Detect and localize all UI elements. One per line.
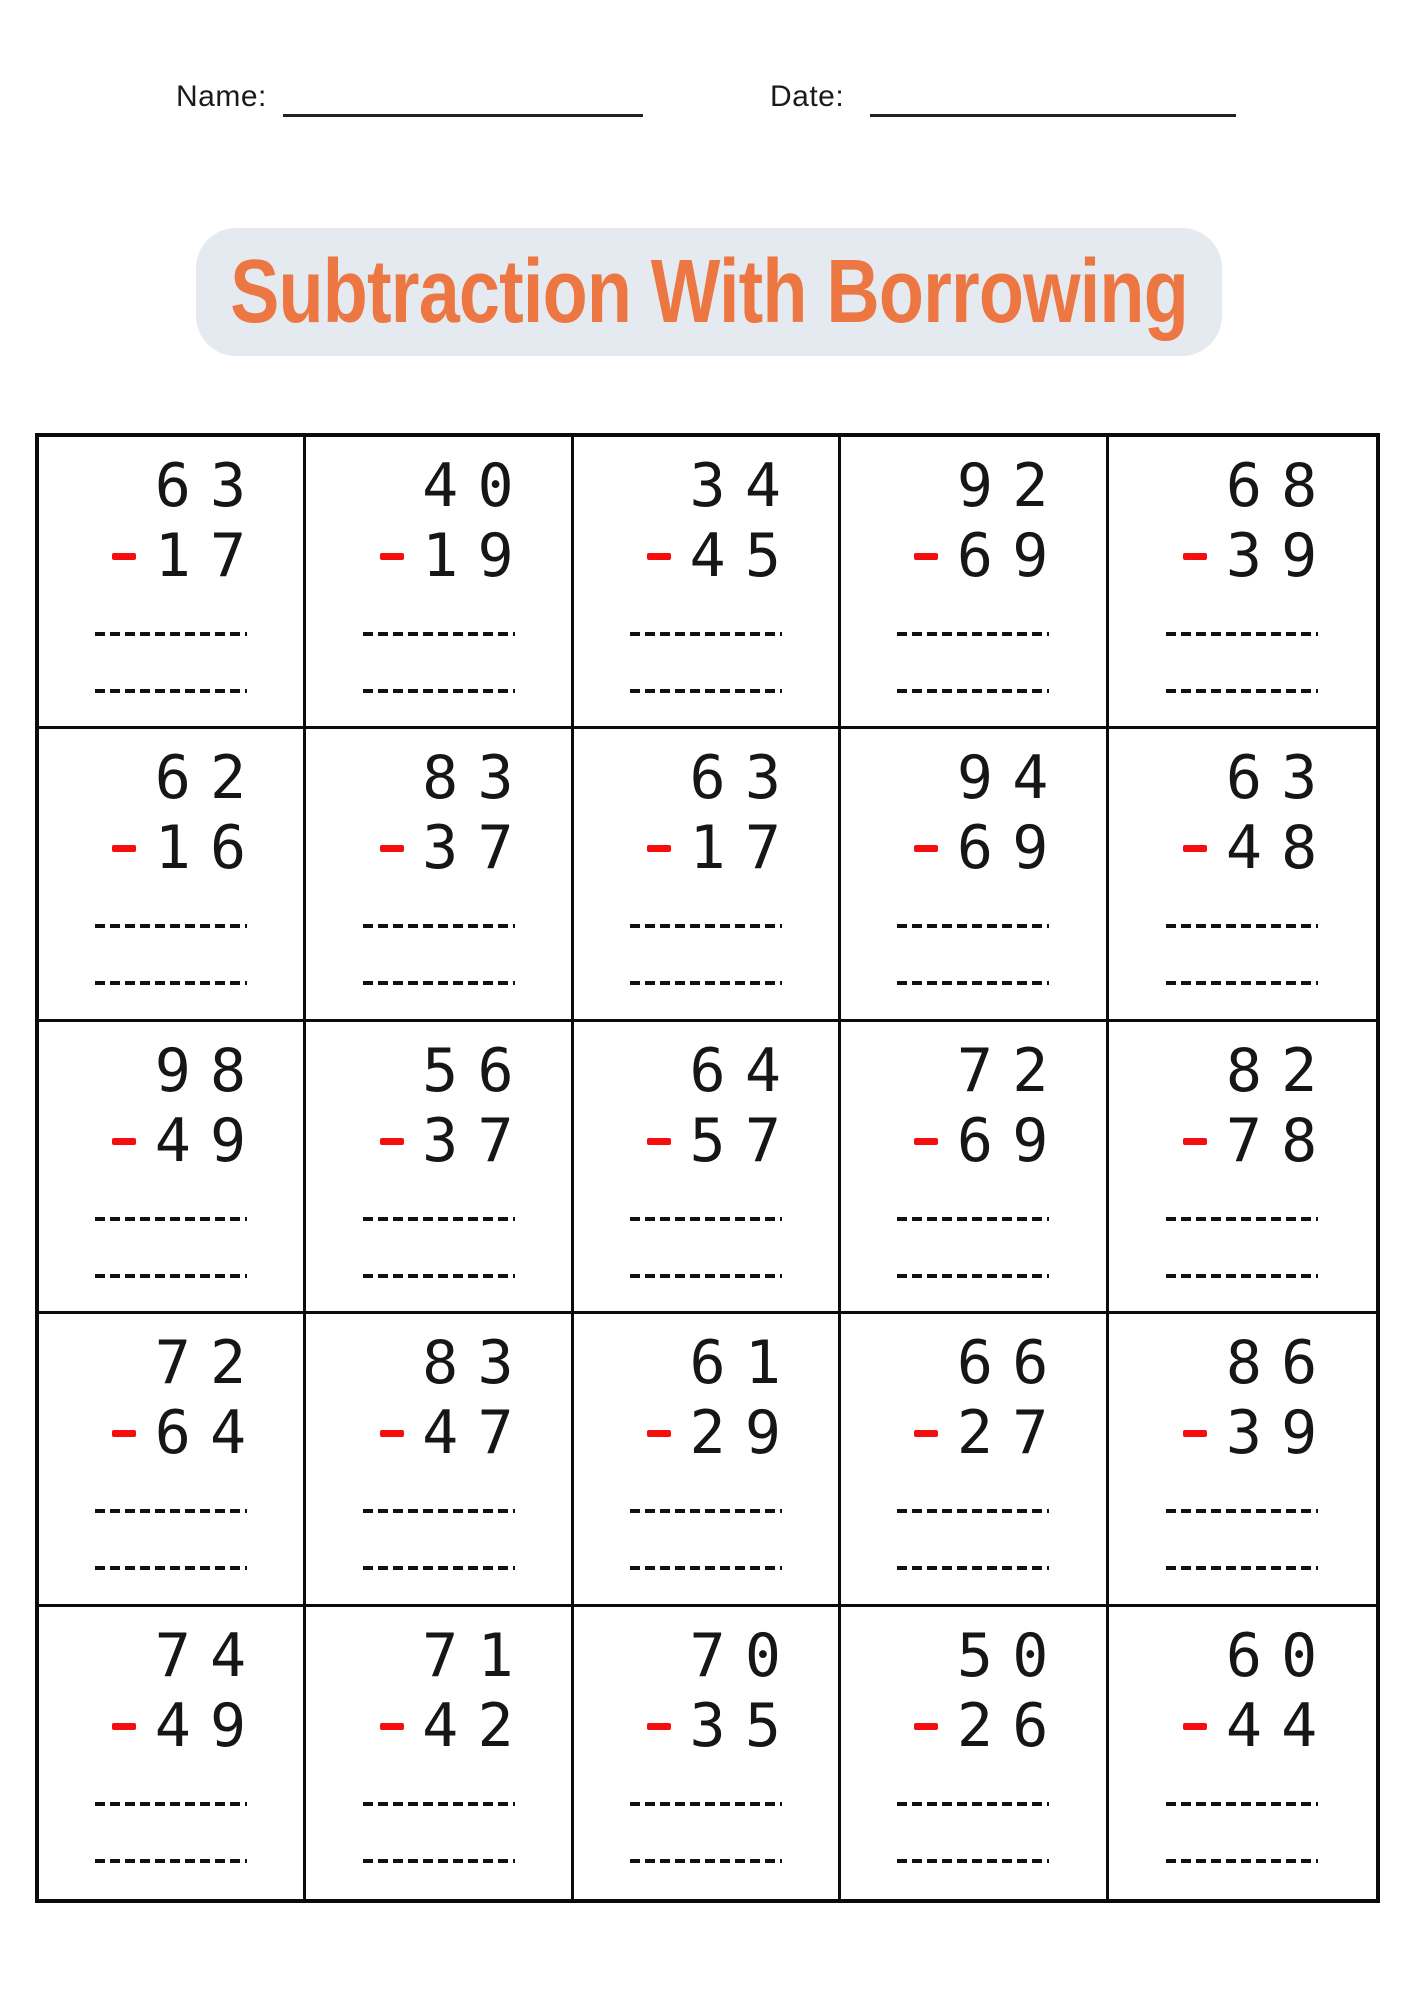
minus-sign	[112, 553, 136, 560]
subtrahend: 17	[689, 813, 801, 884]
subtrahend-row	[1167, 521, 1337, 591]
minus-sign	[112, 845, 136, 852]
problem-cell	[574, 1607, 841, 1899]
subtrahend: 35	[689, 1690, 801, 1761]
subtrahend-row	[364, 1690, 533, 1761]
answer-line-1	[363, 1802, 515, 1806]
subtrahend-row	[1167, 1398, 1337, 1469]
subtrahend-row	[898, 1105, 1068, 1176]
answer-line-1	[630, 632, 782, 636]
minuend-row	[96, 1035, 266, 1106]
minus-sign	[112, 1723, 136, 1730]
subtrahend: 29	[689, 1398, 801, 1469]
minus-sign	[914, 1723, 938, 1730]
minus-sign	[647, 1138, 671, 1145]
subtrahend-row	[898, 521, 1068, 591]
minuend-row	[1167, 451, 1337, 521]
answer-line-1	[897, 1802, 1049, 1806]
minuend: 98	[154, 1035, 266, 1106]
answer-line-2	[1166, 981, 1318, 985]
problem-cell	[306, 1314, 573, 1606]
answer-line-1	[1166, 1217, 1318, 1221]
answer-line-2	[630, 689, 782, 693]
minus-sign	[914, 845, 938, 852]
minuend-row	[631, 1328, 801, 1399]
minuend: 86	[1225, 1328, 1337, 1399]
minus-sign	[112, 1430, 136, 1437]
minuend-row	[1167, 1328, 1337, 1399]
minuend-row	[631, 1620, 801, 1691]
minus-sign	[647, 553, 671, 560]
minus-sign	[1183, 1138, 1207, 1145]
minuend: 72	[154, 1328, 266, 1399]
minus-sign	[647, 1430, 671, 1437]
subtrahend-row	[96, 521, 266, 591]
answer-line-2	[630, 1274, 782, 1278]
problems-grid	[35, 433, 1380, 1903]
minus-sign	[112, 1138, 136, 1145]
answer-line-1	[363, 1217, 515, 1221]
minuend-row	[631, 743, 801, 814]
minus-sign	[380, 1138, 404, 1145]
problem-cell	[841, 729, 1108, 1021]
minuend-row	[1167, 1035, 1337, 1106]
minus-sign	[380, 845, 404, 852]
answer-line-2	[1166, 1274, 1318, 1278]
problem-cell	[306, 437, 573, 729]
answer-line-2	[95, 689, 247, 693]
subtrahend: 78	[1225, 1105, 1337, 1176]
problem-cell	[39, 1022, 306, 1314]
answer-line-1	[363, 1509, 515, 1513]
minuend: 40	[422, 451, 533, 521]
answer-line-1	[1166, 1509, 1318, 1513]
subtrahend: 17	[154, 521, 266, 591]
name-label: Name:	[176, 80, 267, 113]
answer-line-1	[95, 632, 247, 636]
problem-cell	[306, 1022, 573, 1314]
answer-line-1	[897, 1509, 1049, 1513]
subtrahend: 47	[422, 1398, 533, 1469]
problem-cell	[1109, 1314, 1376, 1606]
subtrahend-row	[1167, 1690, 1337, 1761]
minuend: 83	[422, 743, 533, 814]
minuend: 70	[689, 1620, 801, 1691]
subtrahend-row	[364, 813, 533, 884]
subtrahend: 27	[956, 1398, 1068, 1469]
subtrahend-row	[96, 1690, 266, 1761]
minuend-row	[364, 1620, 533, 1691]
minuend-row	[1167, 1620, 1337, 1691]
minus-sign	[1183, 553, 1207, 560]
problem-cell	[1109, 437, 1376, 729]
minuend-row	[898, 1620, 1068, 1691]
answer-line-1	[1166, 1802, 1318, 1806]
minuend-row	[898, 451, 1068, 521]
subtrahend-row	[631, 1105, 801, 1176]
subtrahend: 69	[956, 521, 1068, 591]
minus-sign	[380, 1430, 404, 1437]
subtrahend: 39	[1225, 1398, 1337, 1469]
name-blank-line	[283, 114, 643, 117]
minuend: 62	[154, 743, 266, 814]
answer-line-2	[95, 1566, 247, 1570]
minuend: 56	[422, 1035, 533, 1106]
subtrahend: 64	[154, 1398, 266, 1469]
answer-line-2	[363, 1859, 515, 1863]
problem-cell	[1109, 1022, 1376, 1314]
answer-line-1	[630, 1217, 782, 1221]
subtrahend-row	[96, 1105, 266, 1176]
answer-line-2	[1166, 1566, 1318, 1570]
minuend-row	[364, 451, 533, 521]
minuend: 60	[1225, 1620, 1337, 1691]
answer-line-1	[1166, 924, 1318, 928]
subtrahend-row	[631, 1398, 801, 1469]
answer-line-2	[630, 1859, 782, 1863]
subtrahend-row	[898, 813, 1068, 884]
subtrahend-row	[364, 521, 533, 591]
minus-sign	[914, 553, 938, 560]
minuend: 94	[956, 743, 1068, 814]
answer-line-2	[363, 689, 515, 693]
minus-sign	[1183, 1430, 1207, 1437]
minuend: 72	[956, 1035, 1068, 1106]
subtrahend-row	[898, 1398, 1068, 1469]
minuend: 63	[154, 451, 266, 521]
answer-line-1	[630, 924, 782, 928]
answer-line-1	[95, 1509, 247, 1513]
minus-sign	[380, 1723, 404, 1730]
minuend-row	[631, 1035, 801, 1106]
problem-cell	[39, 1607, 306, 1899]
minus-sign	[914, 1430, 938, 1437]
subtrahend: 48	[1225, 813, 1337, 884]
problem-cell	[574, 437, 841, 729]
answer-line-1	[363, 924, 515, 928]
answer-line-2	[630, 981, 782, 985]
answer-line-1	[897, 1217, 1049, 1221]
title-banner	[196, 228, 1222, 356]
minuend-row	[898, 743, 1068, 814]
date-label: Date:	[770, 80, 845, 113]
answer-line-1	[630, 1509, 782, 1513]
subtrahend: 26	[956, 1690, 1068, 1761]
problem-cell	[1109, 729, 1376, 1021]
answer-line-2	[1166, 689, 1318, 693]
minuend-row	[96, 743, 266, 814]
problem-cell	[306, 1607, 573, 1899]
answer-line-1	[1166, 632, 1318, 636]
answer-line-2	[95, 1274, 247, 1278]
minuend-row	[898, 1035, 1068, 1106]
minuend: 50	[956, 1620, 1068, 1691]
minuend: 83	[422, 1328, 533, 1399]
subtrahend: 69	[956, 1105, 1068, 1176]
minus-sign	[914, 1138, 938, 1145]
answer-line-2	[363, 1274, 515, 1278]
answer-line-2	[95, 981, 247, 985]
minuend: 34	[689, 451, 801, 521]
minuend: 71	[422, 1620, 533, 1691]
subtrahend: 45	[689, 521, 801, 591]
subtrahend: 57	[689, 1105, 801, 1176]
minuend: 66	[956, 1328, 1068, 1399]
minus-sign	[647, 845, 671, 852]
subtrahend-row	[631, 1690, 801, 1761]
problem-cell	[841, 1314, 1108, 1606]
minuend: 63	[1225, 743, 1337, 814]
subtrahend: 69	[956, 813, 1068, 884]
subtrahend-row	[631, 521, 801, 591]
problem-cell	[1109, 1607, 1376, 1899]
subtrahend-row	[364, 1398, 533, 1469]
answer-line-2	[897, 1274, 1049, 1278]
subtrahend: 42	[422, 1690, 533, 1761]
subtrahend-row	[364, 1105, 533, 1176]
problem-cell	[841, 1607, 1108, 1899]
answer-line-1	[897, 924, 1049, 928]
subtrahend-row	[96, 1398, 266, 1469]
problem-cell	[39, 729, 306, 1021]
problem-cell	[841, 437, 1108, 729]
minuend-row	[898, 1328, 1068, 1399]
answer-line-1	[897, 632, 1049, 636]
subtrahend: 44	[1225, 1690, 1337, 1761]
minuend: 74	[154, 1620, 266, 1691]
minuend: 92	[956, 451, 1068, 521]
answer-line-2	[897, 1859, 1049, 1863]
answer-line-2	[95, 1859, 247, 1863]
answer-line-2	[897, 1566, 1049, 1570]
answer-line-1	[95, 1217, 247, 1221]
page-title: Subtraction With Borrowing	[230, 241, 1188, 342]
subtrahend-row	[1167, 813, 1337, 884]
subtrahend: 49	[154, 1690, 266, 1761]
minuend: 82	[1225, 1035, 1337, 1106]
minuend: 63	[689, 743, 801, 814]
answer-line-1	[95, 1802, 247, 1806]
minuend-row	[96, 1328, 266, 1399]
answer-line-1	[630, 1802, 782, 1806]
problem-cell	[574, 1022, 841, 1314]
problem-cell	[574, 729, 841, 1021]
minuend: 61	[689, 1328, 801, 1399]
subtrahend: 19	[422, 521, 533, 591]
subtrahend: 16	[154, 813, 266, 884]
problem-cell	[306, 729, 573, 1021]
answer-line-2	[897, 981, 1049, 985]
minuend-row	[364, 1328, 533, 1399]
subtrahend: 49	[154, 1105, 266, 1176]
problem-cell	[39, 1314, 306, 1606]
subtrahend: 39	[1225, 521, 1337, 591]
minuend-row	[631, 451, 801, 521]
date-blank-line	[870, 114, 1236, 117]
subtrahend-row	[1167, 1105, 1337, 1176]
minuend-row	[364, 1035, 533, 1106]
answer-line-2	[1166, 1859, 1318, 1863]
problem-cell	[841, 1022, 1108, 1314]
minuend-row	[96, 451, 266, 521]
minuend-row	[96, 1620, 266, 1691]
problem-cell	[574, 1314, 841, 1606]
minus-sign	[380, 553, 404, 560]
minuend: 68	[1225, 451, 1337, 521]
answer-line-2	[363, 981, 515, 985]
answer-line-1	[95, 924, 247, 928]
problem-cell	[39, 437, 306, 729]
answer-line-2	[363, 1566, 515, 1570]
subtrahend: 37	[422, 1105, 533, 1176]
subtrahend-row	[898, 1690, 1068, 1761]
subtrahend: 37	[422, 813, 533, 884]
minuend-row	[1167, 743, 1337, 814]
subtrahend-row	[96, 813, 266, 884]
minuend: 64	[689, 1035, 801, 1106]
minus-sign	[1183, 845, 1207, 852]
answer-line-2	[897, 689, 1049, 693]
subtrahend-row	[631, 813, 801, 884]
answer-line-1	[363, 632, 515, 636]
minus-sign	[647, 1723, 671, 1730]
minuend-row	[364, 743, 533, 814]
minus-sign	[1183, 1723, 1207, 1730]
answer-line-2	[630, 1566, 782, 1570]
